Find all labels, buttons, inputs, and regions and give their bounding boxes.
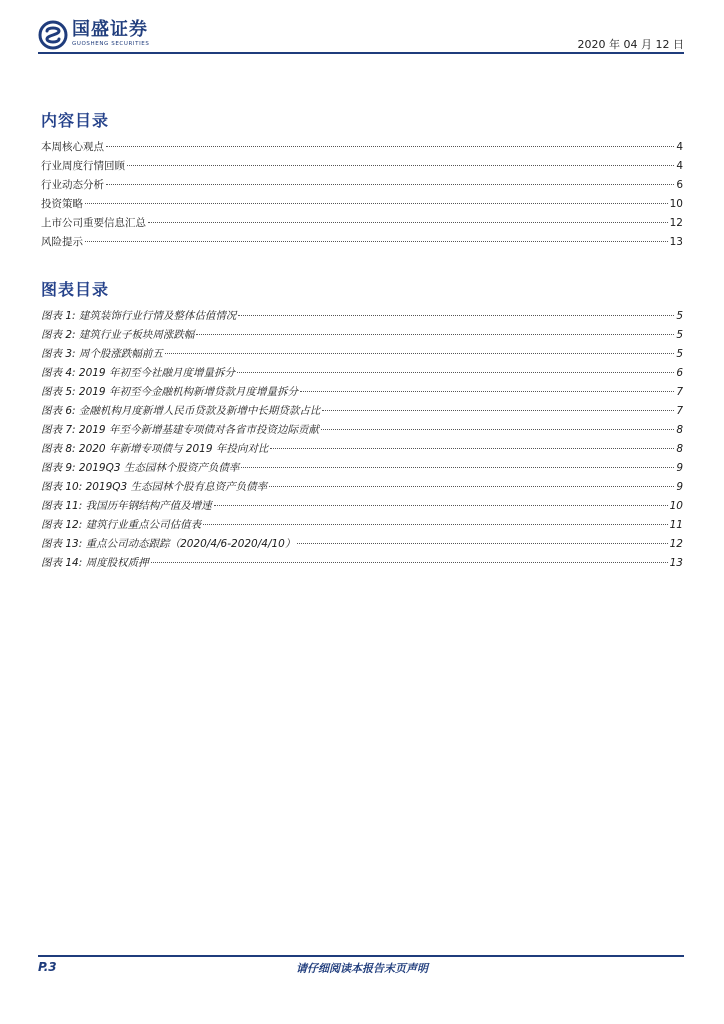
dot-leader [106,184,674,185]
chart-entry-label: 图表 8: 2020 年新增专项债与 2019 年投向对比 [41,443,269,455]
charts-title: 图表目录 [41,280,110,299]
dot-leader [148,222,668,223]
dot-leader [322,410,674,411]
brand-logo-icon [38,20,68,50]
toc-entry-label: 行业周度行情回顾 [41,160,125,172]
chart-entry-label: 图表 14: 周度股权质押 [41,557,149,569]
footer-disclaimer: 请仔细阅读本报告末页声明 [296,962,428,975]
chart-entry-page: 6 [676,367,683,379]
chart-entry[interactable] [41,516,683,535]
chart-entry-label: 图表 9: 2019Q3 生态园林个股资产负债率 [41,462,240,474]
dot-leader [297,543,667,544]
dot-leader [241,467,674,468]
dot-leader [270,448,674,449]
dot-leader [203,524,668,525]
chart-entry[interactable] [41,364,683,383]
chart-entry-page: 5 [676,310,683,322]
chart-entry-label: 图表 13: 重点公司动态跟踪（2020/4/6-2020/4/10） [41,538,296,550]
chart-entry[interactable] [41,535,683,554]
chart-entry[interactable] [41,307,683,326]
chart-entry[interactable] [41,497,683,516]
chart-entry-page: 10 [669,500,683,512]
toc-entry[interactable] [41,138,683,157]
dot-leader [269,486,674,487]
dot-leader [151,562,668,563]
chart-entry-page: 7 [676,405,683,417]
report-date: 2020 年 04 月 12 日 [577,38,684,51]
chart-entry-page: 8 [676,424,683,436]
dot-leader [321,429,674,430]
toc-entry-page: 4 [676,141,683,153]
dot-leader [300,391,674,392]
chart-entry[interactable] [41,345,683,364]
chart-entry-label: 图表 5: 2019 年初至今金融机构新增贷款月度增量拆分 [41,386,298,398]
chart-entry-label: 图表 12: 建筑行业重点公司估值表 [41,519,202,531]
chart-entry-label: 图表 2: 建筑行业子板块周涨跌幅 [41,329,195,341]
chart-entry-label: 图表 10: 2019Q3 生态园林个股有息资产负债率 [41,481,268,493]
chart-entry-page: 9 [676,462,683,474]
chart-entry-label: 图表 4: 2019 年初至今社融月度增量拆分 [41,367,235,379]
dot-leader [106,146,674,147]
header-divider [38,52,684,54]
dot-leader [165,353,674,354]
chart-entry[interactable] [41,383,683,402]
toc-entry-page: 10 [669,198,683,210]
toc-entry-label: 上市公司重要信息汇总 [41,217,146,229]
chart-entry-page: 13 [669,557,683,569]
chart-entry[interactable] [41,554,683,573]
toc-entry[interactable] [41,233,683,252]
toc-entry-page: 13 [669,236,683,248]
dot-leader [237,372,674,373]
toc-entry-label: 风险提示 [41,236,83,248]
toc-entry-page: 12 [669,217,683,229]
toc-entry[interactable] [41,176,683,195]
footer-divider [38,955,684,957]
contents-title: 内容目录 [41,111,110,130]
dot-leader [196,334,674,335]
chart-entry-label: 图表 1: 建筑装饰行业行情及整体估值情况 [41,310,237,322]
brand-logo [38,20,149,54]
toc-entry[interactable] [41,195,683,214]
chart-entry-page: 11 [669,519,683,531]
toc-entry-label: 本周核心观点 [41,141,104,153]
dot-leader [127,165,674,166]
chart-entry-page: 8 [676,443,683,455]
chart-entry[interactable] [41,459,683,478]
brand-name: 国盛证券 [72,19,148,40]
dot-leader [214,505,668,506]
chart-entry[interactable] [41,440,683,459]
chart-entry-page: 7 [676,386,683,398]
chart-entry[interactable] [41,478,683,497]
chart-entry-page: 5 [676,348,683,360]
toc-entry[interactable] [41,157,683,176]
chart-entry-label: 图表 11: 我国历年钢结构产值及增速 [41,500,212,512]
chart-entry[interactable] [41,402,683,421]
toc-entry[interactable] [41,214,683,233]
dot-leader [85,241,668,242]
dot-leader [238,315,674,316]
contents-list [41,138,683,252]
chart-entry-page: 5 [676,329,683,341]
chart-entry-page: 12 [669,538,683,550]
chart-entry-page: 9 [676,481,683,493]
charts-list [41,307,683,573]
toc-entry-label: 投资策略 [41,198,83,210]
page-header [38,20,684,54]
chart-entry-label: 图表 3: 周个股涨跌幅前五 [41,348,163,360]
toc-entry-page: 6 [676,179,683,191]
page-number: P.3 [38,960,57,974]
chart-entry[interactable] [41,421,683,440]
toc-entry-label: 行业动态分析 [41,179,104,191]
chart-entry-label: 图表 7: 2019 年至今新增基建专项债对各省市投资边际贡献 [41,424,319,436]
chart-entry[interactable] [41,326,683,345]
chart-entry-label: 图表 6: 金融机构月度新增人民币贷款及新增中长期贷款占比 [41,405,321,417]
brand-subtitle: GUOSHENG SECURITIES [72,41,150,47]
dot-leader [85,203,668,204]
toc-entry-page: 4 [676,160,683,172]
